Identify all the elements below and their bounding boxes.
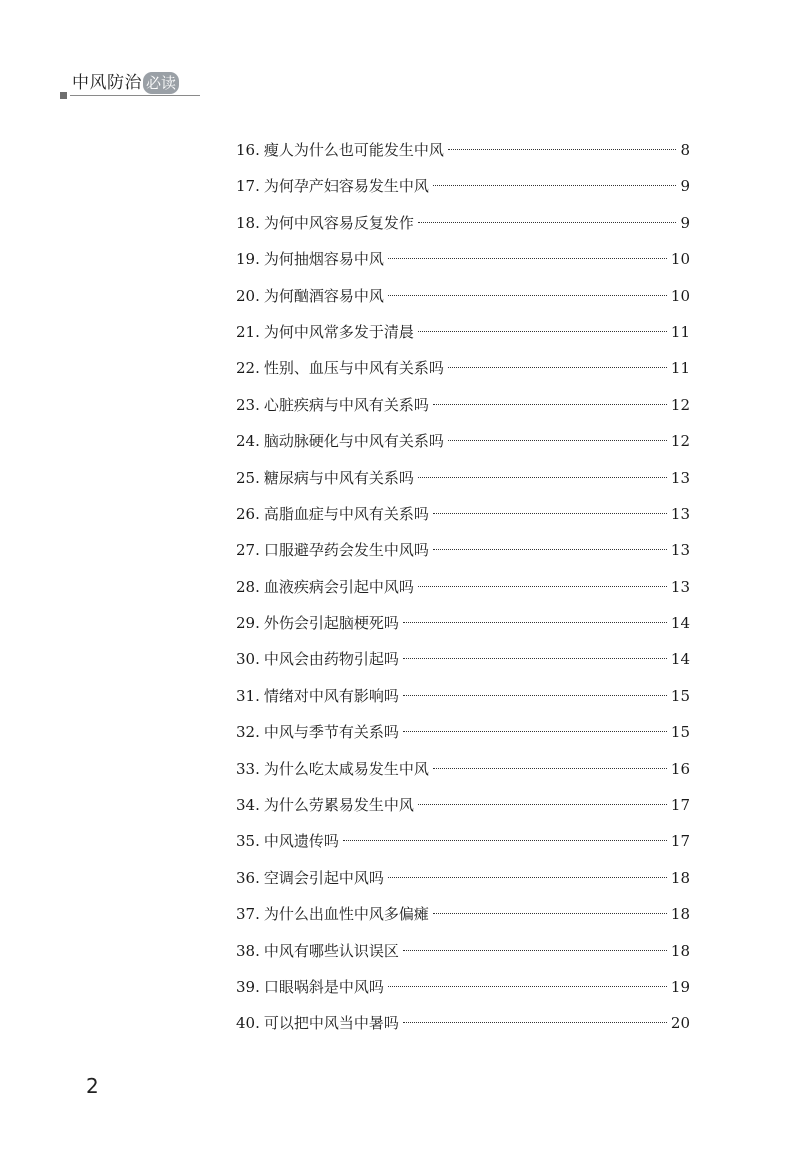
toc-entry-number: 21. <box>236 322 260 341</box>
toc-entry-title: 口眼㖞斜是中风吗 <box>263 977 384 996</box>
toc-entry-page: 15 <box>670 723 690 742</box>
toc-entry-number: 22. <box>236 359 260 378</box>
toc-entry-number: 26. <box>236 504 260 523</box>
toc-entry[interactable] <box>236 466 690 502</box>
toc-entry-title: 为何抽烟容易中风 <box>263 250 384 269</box>
toc-entry[interactable] <box>236 939 690 975</box>
toc-entry-number: 33. <box>236 759 260 778</box>
toc-entry-page: 18 <box>670 905 690 924</box>
toc-entry[interactable] <box>236 975 690 1011</box>
toc-entry-number: 20. <box>236 286 260 305</box>
toc-entry-page: 8 <box>680 141 690 159</box>
toc-entry-title: 外伤会引起脑梗死吗 <box>263 614 399 633</box>
dot-leader <box>403 658 667 659</box>
toc-entry-page: 13 <box>670 577 690 596</box>
toc-entry[interactable] <box>236 829 690 865</box>
toc-entry-title: 糖尿病与中风有关系吗 <box>263 468 414 487</box>
dot-leader <box>388 295 667 296</box>
toc-entry-page: 16 <box>670 759 690 778</box>
toc-entry-page: 17 <box>670 832 690 851</box>
toc-entry-page: 19 <box>670 977 690 996</box>
dot-leader <box>403 950 667 951</box>
toc-entry-number: 27. <box>236 541 260 560</box>
toc-entry[interactable] <box>236 1011 690 1047</box>
dot-leader <box>433 768 667 769</box>
toc-entry[interactable] <box>236 757 690 793</box>
dot-leader <box>448 440 667 441</box>
toc-entry-page: 13 <box>670 541 690 560</box>
dot-leader <box>403 695 667 696</box>
toc-entry-number: 25. <box>236 468 260 487</box>
toc-entry-title: 脑动脉硬化与中风有关系吗 <box>263 432 444 451</box>
toc-entry-title: 瘦人为什么也可能发生中风 <box>263 141 444 159</box>
toc-entry-number: 31. <box>236 686 260 705</box>
toc-entry-page: 12 <box>670 395 690 414</box>
toc-entry-page: 18 <box>670 941 690 960</box>
toc-entry-number: 40. <box>236 1014 260 1033</box>
toc-entry-page: 14 <box>670 614 690 633</box>
toc-entry-title: 可以把中风当中暑吗 <box>263 1014 399 1033</box>
toc-entry[interactable] <box>236 138 690 174</box>
toc-entry[interactable] <box>236 902 690 938</box>
toc-entry-page: 10 <box>670 286 690 305</box>
dot-leader <box>418 586 667 587</box>
dot-leader <box>433 549 667 550</box>
toc-entry-title: 高脂血症与中风有关系吗 <box>263 504 429 523</box>
dot-leader <box>403 1022 667 1023</box>
toc-entry[interactable] <box>236 793 690 829</box>
toc-entry-number: 23. <box>236 395 260 414</box>
dot-leader <box>418 477 667 478</box>
toc-entry-page: 10 <box>670 250 690 269</box>
dot-leader <box>388 877 667 878</box>
toc-entry-title: 空调会引起中风吗 <box>263 868 384 887</box>
toc-entry-title: 性别、血压与中风有关系吗 <box>263 359 444 378</box>
dot-leader <box>448 149 677 150</box>
toc-entry-title: 为什么吃太咸易发生中风 <box>263 759 429 778</box>
running-header <box>60 68 200 102</box>
toc-entry-number: 28. <box>236 577 260 596</box>
toc-entry[interactable] <box>236 393 690 429</box>
toc-entry[interactable] <box>236 720 690 756</box>
dot-leader <box>433 404 667 405</box>
book-title: 中风防治 <box>72 73 142 93</box>
table-of-contents <box>236 138 690 1048</box>
toc-entry-number: 30. <box>236 650 260 669</box>
toc-entry[interactable] <box>236 211 690 247</box>
toc-entry-title: 为何孕产妇容易发生中风 <box>263 177 429 196</box>
toc-entry-number: 39. <box>236 977 260 996</box>
toc-entry[interactable] <box>236 320 690 356</box>
toc-entry-page: 15 <box>670 686 690 705</box>
dot-leader <box>418 331 667 332</box>
dot-leader <box>418 222 677 223</box>
toc-entry-page: 11 <box>670 322 690 341</box>
toc-entry[interactable] <box>236 647 690 683</box>
toc-entry-title: 中风遗传吗 <box>263 832 339 851</box>
toc-entry[interactable] <box>236 429 690 465</box>
header-title-group <box>72 68 179 94</box>
dot-leader <box>433 913 667 914</box>
toc-entry-page: 14 <box>670 650 690 669</box>
toc-entry[interactable] <box>236 866 690 902</box>
toc-entry-title: 中风与季节有关系吗 <box>263 723 399 742</box>
toc-entry-page: 17 <box>670 796 690 815</box>
toc-entry-number: 16. <box>236 141 260 159</box>
toc-entry-page: 20 <box>670 1014 690 1033</box>
toc-entry-title: 血液疾病会引起中风吗 <box>263 577 414 596</box>
toc-entry-page: 13 <box>670 504 690 523</box>
header-marker <box>60 92 67 99</box>
dot-leader <box>403 731 667 732</box>
toc-entry-number: 38. <box>236 941 260 960</box>
toc-entry-number: 29. <box>236 614 260 633</box>
toc-entry-title: 中风会由药物引起吗 <box>263 650 399 669</box>
toc-entry[interactable] <box>236 684 690 720</box>
toc-entry-number: 36. <box>236 868 260 887</box>
toc-entry-title: 为何中风常多发于清晨 <box>263 322 414 341</box>
toc-entry-number: 18. <box>236 213 260 232</box>
dot-leader <box>388 258 667 259</box>
toc-entry-number: 32. <box>236 723 260 742</box>
toc-entry-title: 情绪对中风有影响吗 <box>263 686 399 705</box>
toc-entry-number: 17. <box>236 177 260 196</box>
dot-leader <box>433 185 677 186</box>
toc-entry-title: 中风有哪些认识误区 <box>263 941 399 960</box>
toc-entry-page: 13 <box>670 468 690 487</box>
toc-entry-number: 35. <box>236 832 260 851</box>
toc-entry-title: 为何酗酒容易中风 <box>263 286 384 305</box>
header-rule <box>70 95 200 96</box>
toc-entry[interactable] <box>236 284 690 320</box>
dot-leader <box>433 513 667 514</box>
toc-entry-title: 为何中风容易反复发作 <box>263 213 414 232</box>
toc-entry-title: 为什么劳累易发生中风 <box>263 796 414 815</box>
toc-entry[interactable] <box>236 174 690 210</box>
toc-entry-page: 9 <box>680 213 690 232</box>
toc-entry[interactable] <box>236 611 690 647</box>
dot-leader <box>343 840 667 841</box>
toc-entry[interactable] <box>236 538 690 574</box>
dot-leader <box>418 804 667 805</box>
toc-entry[interactable] <box>236 356 690 392</box>
toc-entry[interactable] <box>236 502 690 538</box>
toc-entry[interactable] <box>236 247 690 283</box>
toc-entry-page: 11 <box>670 359 690 378</box>
toc-entry-number: 34. <box>236 796 260 815</box>
toc-entry-title: 口服避孕药会发生中风吗 <box>263 541 429 560</box>
toc-entry-page: 12 <box>670 432 690 451</box>
book-title-accent: 必读 <box>143 72 179 94</box>
dot-leader <box>448 367 667 368</box>
toc-entry-number: 19. <box>236 250 260 269</box>
toc-entry-title: 为什么出血性中风多偏瘫 <box>263 905 429 924</box>
toc-entry-title: 心脏疾病与中风有关系吗 <box>263 395 429 414</box>
toc-entry-page: 18 <box>670 868 690 887</box>
toc-entry-page: 9 <box>680 177 690 196</box>
page-number: 2 <box>86 1074 99 1098</box>
toc-entry-number: 37. <box>236 905 260 924</box>
toc-entry-number: 24. <box>236 432 260 451</box>
dot-leader <box>403 622 667 623</box>
dot-leader <box>388 986 667 987</box>
toc-entry[interactable] <box>236 575 690 611</box>
